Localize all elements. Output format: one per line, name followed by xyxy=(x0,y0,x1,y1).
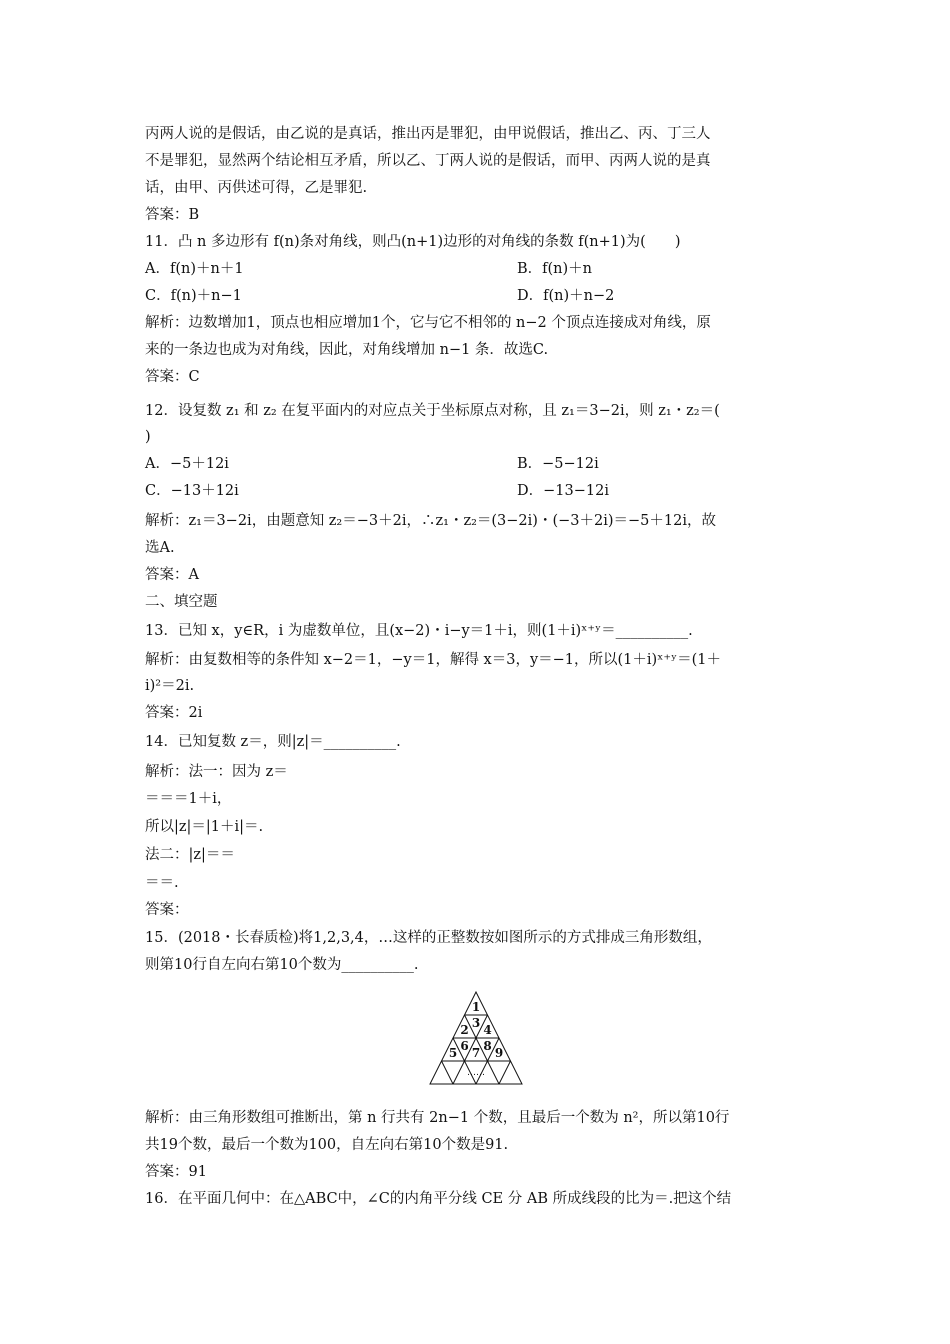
question-15: 15．(2018・长春质检)将1,2,3,4，…这样的正整数按如图所示的方式排成三角形数组， xyxy=(145,930,712,946)
section-heading: 二、填空题 xyxy=(145,594,218,610)
answer-line: 答案： xyxy=(145,902,189,918)
triangle-number: 1 xyxy=(471,1000,481,1014)
triangle-number: 5 xyxy=(448,1046,458,1060)
diagonal-line xyxy=(453,1061,465,1084)
triangle-number: 8 xyxy=(483,1039,492,1053)
q11-option-a: A．f(n)＋n＋1 xyxy=(145,261,244,277)
q12-option-d: D．−13−12i xyxy=(517,483,609,499)
answer-line: 答案：C xyxy=(145,369,200,385)
triangle-number: 9 xyxy=(494,1046,504,1060)
triangle-number: 3 xyxy=(471,1016,481,1030)
q11-option-d: D．f(n)＋n−2 xyxy=(517,288,615,304)
text-line: 话，由甲、丙供述可得，乙是罪犯. xyxy=(145,180,368,196)
q12-option-b: B．−5−12i xyxy=(517,456,599,472)
triangle-number: 6 xyxy=(460,1039,469,1053)
answer-line: 答案：A xyxy=(145,567,199,583)
answer-line: 答案：B xyxy=(145,207,200,223)
text-line: ＝＝. xyxy=(145,875,179,891)
text-line: 解析：由复数相等的条件知 x−2＝1，−y＝1，解得 x＝3，y＝−1，所以(1＋i)ˣ⁺ʸ＝(1＋ xyxy=(145,652,722,668)
text-line: 解析：法一：因为 z＝ xyxy=(145,764,288,780)
text-line: 解析：由三角形数组可推断出，第 n 行共有 2n−1 个数，且最后一个数为 n²，所以第10行 xyxy=(145,1110,730,1126)
question-16: 16．在平面几何中：在△ABC中，∠C的内角平分线 CE 分 AB 所成线段的比为＝.把这个结 xyxy=(145,1191,732,1207)
text-line: 所以|z|＝|1＋i|＝. xyxy=(145,819,264,835)
triangle-number: 7 xyxy=(471,1046,481,1060)
text-line: 则第10行自左向右第10个数为__________. xyxy=(145,957,419,973)
question-12: 12．设复数 z₁ 和 z₂ 在复平面内的对应点关于坐标原点对称，且 z₁＝3−2i，则 z₁・z₂＝( xyxy=(145,403,720,419)
q11-option-b: B．f(n)＋n xyxy=(517,261,593,277)
q12-option-a: A．−5＋12i xyxy=(145,456,229,472)
text-line: 丙两人说的是假话，由乙说的是真话，推出丙是罪犯，由甲说假话，推出乙、丙、丁三人 xyxy=(145,126,711,142)
text-line: ＝＝＝1＋i， xyxy=(145,791,232,807)
triangle-number: 4 xyxy=(483,1023,492,1037)
text-line: 共19个数，最后一个数为100，自左向右第10个数是91. xyxy=(145,1137,509,1153)
question-14: 14．已知复数 z＝，则|z|＝__________. xyxy=(145,734,401,750)
text-line: 法二：|z|＝＝ xyxy=(145,847,235,863)
text-line: 解析：z₁＝3−2i，由题意知 z₂＝−3＋2i，∴z₁・z₂＝(3−2i)・(−3＋2i)＝−5＋12i，故 xyxy=(145,513,716,529)
text-line: ) xyxy=(145,429,151,445)
text-line: 不是罪犯，显然两个结论相互矛盾，所以乙、丁两人说的是假话，而甲、丙两人说的是真 xyxy=(145,153,711,169)
answer-line: 答案：91 xyxy=(145,1164,207,1180)
triangle-dots: …… xyxy=(467,1068,485,1078)
text-line: 选A. xyxy=(145,540,175,556)
diagonal-line xyxy=(499,1061,511,1084)
text-line: i)²＝2i. xyxy=(145,678,195,694)
question-11: 11．凸 n 多边形有 f(n)条对角线，则凸(n+1)边形的对角线的条数 f(n+1)为( ) xyxy=(145,234,681,250)
question-13: 13．已知 x，y∈R，i 为虚数单位，且(x−2)・i−y＝1＋i，则(1＋i)ˣ⁺ʸ＝__________. xyxy=(145,623,693,639)
answer-line: 答案：2i xyxy=(145,705,203,721)
triangle-number: 2 xyxy=(460,1023,469,1037)
text-line: 来的一条边也成为对角线，因此，对角线增加 n−1 条．故选C. xyxy=(145,342,549,358)
q12-option-c: C．−13＋12i xyxy=(145,483,239,499)
q11-option-c: C．f(n)＋n−1 xyxy=(145,288,242,304)
diagonal-line xyxy=(442,1061,454,1084)
text-line: 解析：边数增加1，顶点也相应增加1个，它与它不相邻的 n−2 个顶点连接成对角线，原 xyxy=(145,315,711,331)
triangle-number-figure xyxy=(428,990,524,1086)
diagonal-line xyxy=(488,1061,500,1084)
